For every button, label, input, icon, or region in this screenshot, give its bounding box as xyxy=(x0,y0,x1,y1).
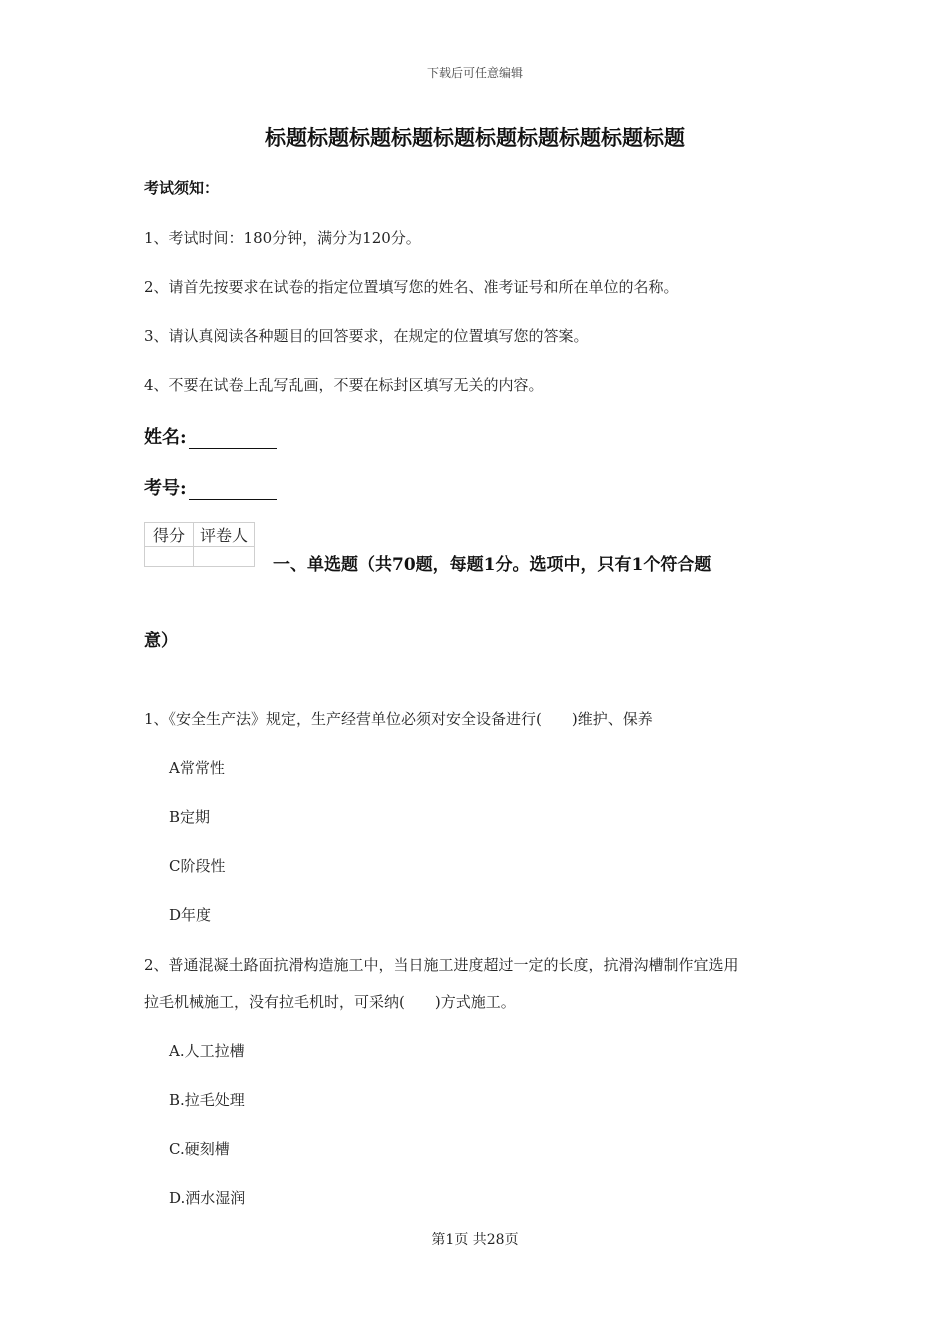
question-option: A常常性 xyxy=(169,759,225,777)
notice-item: 4、不要在试卷上乱写乱画，不要在标封区填写无关的内容。 xyxy=(144,376,544,394)
score-cell xyxy=(145,547,194,567)
question-stem: 拉毛机械施工，没有拉毛机时，可采纳( )方式施工。 xyxy=(144,993,516,1011)
section-title-line1: 一、单选题（共70题，每题1分。选项中，只有1个符合题 xyxy=(273,555,712,575)
question-option: B.拉毛处理 xyxy=(169,1091,245,1109)
question-option: D年度 xyxy=(169,906,212,924)
question-stem: 1、《安全生产法》规定，生产经营单位必须对安全设备进行( )维护、保养 xyxy=(144,710,653,728)
score-table xyxy=(144,522,255,567)
exam-id-field xyxy=(144,474,277,500)
header-note: 下载后可任意编辑 xyxy=(426,66,523,80)
question-option: A.人工拉槽 xyxy=(169,1042,245,1060)
question-stem: 2、普通混凝土路面抗滑构造施工中，当日施工进度超过一定的长度，抗滑沟槽制作宜选用 xyxy=(144,956,739,974)
grader-cell xyxy=(194,547,255,567)
question-option: C.硬刻槽 xyxy=(169,1140,230,1158)
document-title: 标题标题标题标题标题标题标题标题标题标题 xyxy=(265,125,685,150)
name-field xyxy=(144,423,277,449)
name-blank-line xyxy=(189,428,277,449)
notice-heading: 考试须知： xyxy=(144,179,220,197)
exam-id-label: 考号: xyxy=(144,478,187,499)
name-label: 姓名: xyxy=(144,427,187,448)
question-option: D.洒水湿润 xyxy=(169,1189,246,1207)
notice-item: 1、考试时间：180分钟，满分为120分。 xyxy=(144,229,421,247)
score-header: 得分 xyxy=(145,523,194,547)
section-title-line2: 意） xyxy=(144,631,178,651)
notice-item: 2、请首先按要求在试卷的指定位置填写您的姓名、准考证号和所在单位的名称。 xyxy=(144,278,679,296)
question-option: B定期 xyxy=(169,808,211,826)
exam-id-blank-line xyxy=(189,479,277,500)
page-footer: 第1页 共28页 xyxy=(431,1232,519,1248)
grader-header: 评卷人 xyxy=(194,523,255,547)
question-option: C阶段性 xyxy=(169,857,226,875)
notice-item: 3、请认真阅读各种题目的回答要求，在规定的位置填写您的答案。 xyxy=(144,327,589,345)
